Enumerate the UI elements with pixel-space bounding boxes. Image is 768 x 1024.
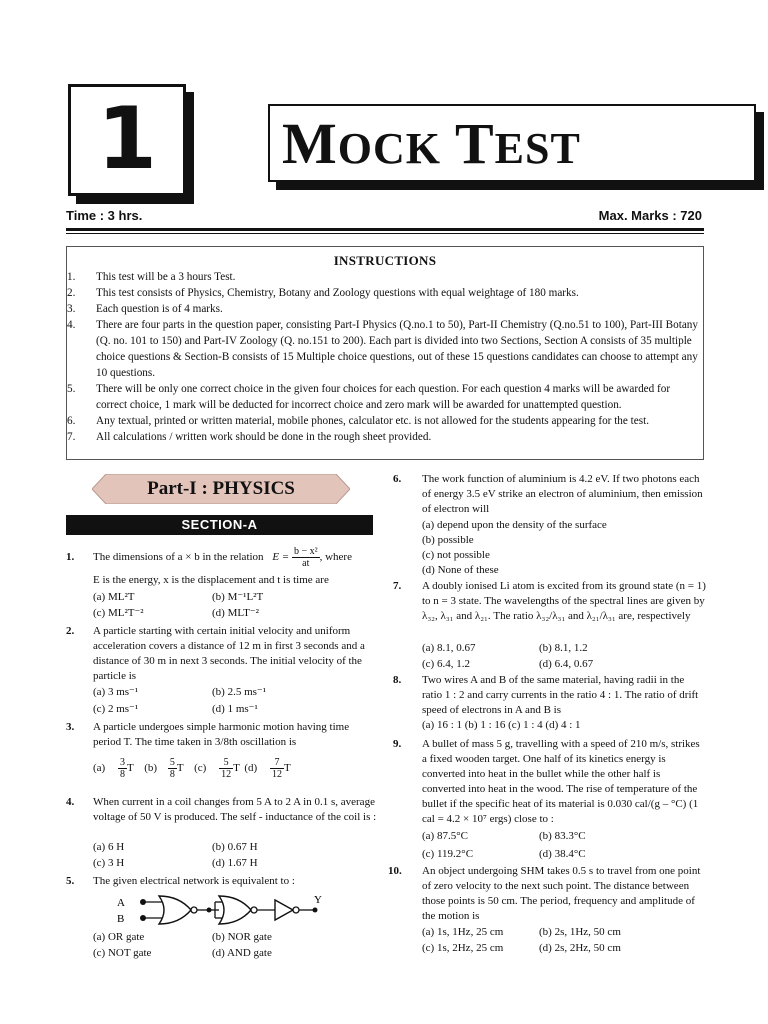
instructions-list <box>67 269 699 445</box>
question-number: 6. <box>393 473 402 485</box>
question-text: The work function of aluminium is 4.2 eV. If two photons each of energy 3.5 eV strike an electron of aluminium, then emission of electron will <box>422 473 703 515</box>
question-text: A bullet of mass 5 g, travelling with a speed of 210 m/s, strikes a fixed wooden target. One half of its kinetics energy is converted into heat in the bullet while the other half is converted into heat in the wood. The rise of temperature of the bullet if the specific heat of its material is 0.030 cal/(g – °C) (1 cal = 4.2 × 10⁷ ergs) close to : <box>422 738 700 825</box>
option-a: (a) 1s, 1Hz, 25 cm <box>422 926 504 938</box>
question-number: 1. <box>66 551 75 563</box>
logic-gate-diagram <box>115 892 345 930</box>
max-marks-label: Max. Marks : 720 <box>598 208 702 223</box>
instruction-item: 4. There are four parts in the question paper, consisting Part-I Physics (Q.no.1 to 50), Part-II Chemistry (Q.no.51 to 100), Part-III Botany (Q. no. 101 to 150) and Part-IV Zoology (Q. no.151 to 200). Each part is divided into two Sections, Section A consists of 35 multiple choice questions & Section-B consists of 15 Multiple choice questions, out of these 15 questions candidates can choose to attempt any 10 questions. <box>67 319 698 379</box>
input-a-label: A <box>117 897 125 909</box>
instruction-item: 5. There will be only one correct choice in the given four choices for each question. For each question 4 marks will be awarded for correct choice, 1 mark will be deducted for incorrect choice and zero mark will be awarded for unattempted question. <box>67 383 671 411</box>
instructions-title: INSTRUCTIONS <box>333 253 437 268</box>
options-row: (a) 16 : 1 (b) 1 : 16 (c) 1 : 4 (d) 4 : 1 <box>422 719 581 731</box>
option-d: (d) 1.67 H <box>212 857 258 869</box>
not-gate-shape <box>275 900 293 920</box>
option-d: (d) 38.4°C <box>539 848 586 860</box>
option-d: (d) MLT⁻² <box>212 607 259 619</box>
option-d: (d) 2s, 2Hz, 50 cm <box>539 942 621 954</box>
option-b: (b) possible <box>422 534 474 546</box>
option-b: (b) NOR gate <box>212 931 272 943</box>
question-number: 7. <box>393 580 402 592</box>
option-b: (b) M⁻¹L²T <box>212 591 264 603</box>
option-b: (b) 2s, 1Hz, 50 cm <box>539 926 621 938</box>
question-number: 10. <box>388 865 402 877</box>
question-number: 3. <box>66 721 75 733</box>
option-a: (a) 3 ms⁻¹ <box>93 686 139 698</box>
instruction-item: 6. Any textual, printed or written material, mobile phones, calculator etc. is not allowed for the students appearing for the test. <box>67 415 649 427</box>
option-c: (c) NOT gate <box>93 947 152 959</box>
option-c: (c) ML²T⁻² <box>93 607 144 619</box>
instructions-box <box>66 246 704 460</box>
option-b: (b) 2.5 ms⁻¹ <box>212 686 267 698</box>
page-title: MOCK TEST <box>282 111 581 176</box>
option-c: (c) 119.2°C <box>422 848 474 860</box>
question-text: Two wires A and B of the same material, having radii in the ratio 1 : 2 and carry currents in the ratio 4 : 1. The ratio of drift speed of electrons in A and B is <box>422 674 699 716</box>
question-number: 2. <box>66 625 75 637</box>
question-number: 5. <box>66 875 75 887</box>
question-text: The dimensions of a × b in the relation E = $\frac{\text{b − x²}}{at}$ , where <box>93 545 352 569</box>
option-d: (d) 6.4, 0.67 <box>539 658 594 670</box>
question-text: An object undergoing SHM takes 0.5 s to travel from one point of zero velocity to the next such point. The distance between those points is 50 cm. The period, frequency and amplitude of the motion is <box>422 865 701 922</box>
question-text: When current in a coil changes from 5 A to 2 A in 0.1 s, average voltage of 50 V is produced. The self - inductance of the coil is : <box>93 796 377 823</box>
output-y-label: Y <box>314 894 322 906</box>
part-title: Part-I : PHYSICS <box>147 478 295 499</box>
instruction-item: 3. Each question is of 4 marks. <box>67 303 223 315</box>
option-c: (c) 1s, 2Hz, 25 cm <box>422 942 504 954</box>
option-d: (d) 1 ms⁻¹ <box>212 703 258 715</box>
or-gate-shape <box>219 896 251 924</box>
question-text: The given electrical network is equivalent to : <box>93 875 295 887</box>
option-a: (a) OR gate <box>93 931 145 943</box>
input-b-label: B <box>117 913 125 925</box>
time-label: Time : 3 hrs. <box>66 208 143 223</box>
option-c: (c) 6.4, 1.2 <box>422 658 470 670</box>
option-a: (a) 6 H <box>93 841 125 853</box>
option-c: (c) 3 H <box>93 857 125 869</box>
or-gate-shape <box>159 896 191 924</box>
equation-fraction: $\frac{\text{b − x²}}{at}$ <box>293 545 318 569</box>
instruction-item: 2. This test consists of Physics, Chemistry, Botany and Zoology questions with equal weightage of 180 marks. <box>67 287 579 299</box>
option-d: (d) AND gate <box>212 947 272 959</box>
option-a: (a) depend upon the density of the surface <box>422 519 607 531</box>
test-number-box <box>68 84 186 196</box>
option-a: (a) ML²T <box>93 591 135 603</box>
question-text: A doubly ionised Li atom is excited from its ground state (n = 1) to n = 3 state. The wavelengths of the spectral lines are given by λ₃₂, λ₃₁ and λ₂₁. The ratio λ₃₂/λ₃₁ and λ₂₁/λ₃₁ are, respectively <box>422 580 706 622</box>
fraction-options: (a) $\frac{3}{8}$ T (b) $\frac{5}{8}$ T (c) $\frac{5}{12}$ T (d) $\frac{7}{12}$ T <box>93 757 291 780</box>
option-a: (a) 87.5°C <box>422 830 468 842</box>
test-number: 1 <box>97 89 157 189</box>
option-a: (a) 8.1, 0.67 <box>422 642 476 654</box>
question-number: 4. <box>66 796 75 808</box>
instruction-item: 1. This test will be a 3 hours Test. <box>67 271 236 283</box>
part-banner <box>92 474 350 504</box>
question-text: A particle starting with certain initial velocity and uniform acceleration covers a distance of 12 m in first 3 seconds and a distance of 30 m in next 3 seconds. The initial velocity of the particle is <box>93 625 365 682</box>
question-number: 8. <box>393 674 402 686</box>
instruction-item: 7. All calculations / written work should be done in the rough sheet provided. <box>67 431 432 443</box>
option-c: (c) not possible <box>422 549 490 561</box>
header-divider-thin <box>66 233 704 234</box>
option-d: (d) None of these <box>422 564 499 576</box>
section-header: SECTION-A <box>66 515 373 535</box>
option-c: (c) 2 ms⁻¹ <box>93 703 139 715</box>
question-text: A particle undergoes simple harmonic motion having time period T. The time taken in 3/8th oscillation is <box>93 721 350 748</box>
question-text: E is the energy, x is the displacement and t is time are <box>93 574 329 586</box>
option-b: (b) 8.1, 1.2 <box>539 642 588 654</box>
option-b: (b) 83.3°C <box>539 830 586 842</box>
title-box <box>268 104 756 182</box>
header-divider <box>66 228 704 231</box>
option-b: (b) 0.67 H <box>212 841 258 853</box>
question-number: 9. <box>393 738 402 750</box>
